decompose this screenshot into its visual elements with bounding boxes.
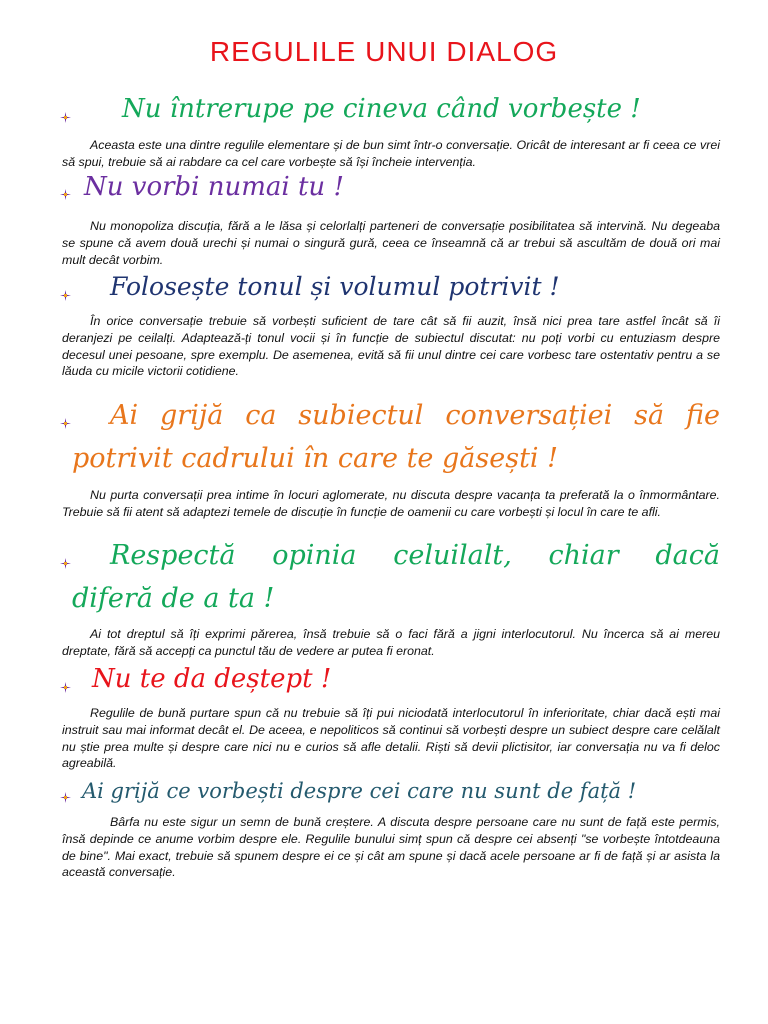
section-heading xyxy=(62,664,720,694)
section-heading-text: Nu te da deștept ! xyxy=(92,664,332,694)
section-heading-text: Folosește tonul și volumul potrivit ! xyxy=(110,272,560,301)
page-title: REGULILE UNUI DIALOG xyxy=(209,36,559,67)
section-heading xyxy=(62,540,720,614)
section-heading xyxy=(62,400,720,474)
section-heading-text: Nu întrerupe pe cineva când vorbește ! xyxy=(122,94,641,124)
section-heading-text: Ai grijă ce vorbești despre cei care nu sunt de față ! xyxy=(82,779,637,803)
bullet-icon xyxy=(60,418,71,429)
bullet-icon xyxy=(60,558,71,569)
bullet-icon xyxy=(60,290,71,301)
section-heading xyxy=(62,779,720,803)
section-heading-line1: Ai grijă ca subiectul conversației să fie xyxy=(110,400,720,431)
bullet-icon xyxy=(60,682,71,693)
section-body: Ai tot dreptul să îți exprimi părerea, însă trebuie să o faci fără a jigni interlocutorul. Nu încerca să ai mereu dreptate, fără să accepți ca punctul tău de vedere ar putea fi eronat. xyxy=(62,627,720,658)
section-heading-line1: Respectă opinia celuilalt, chiar dacă xyxy=(110,540,720,571)
section-heading xyxy=(62,94,720,124)
section-body: Regulile de bună purtare spun că nu trebuie să îți pui niciodată interlocutorul în inferioritate, chiar dacă ești mai instruit sau mai informat decât el. De aceea, e nepoliticos să continui să vorbești despre un subiect despre care celălalt nu știe prea multe și despre care nici nu e curios să afle detalii. Riști să devii plictisitor, iar conversația nu va fi deloc agreabilă. xyxy=(62,706,720,771)
bullet-icon xyxy=(60,112,71,123)
section-body: Nu purta conversații prea intime în locuri aglomerate, nu discuta despre vacanța ta preferată la o înmormântare. Trebuie să fii atent să adaptezi temele de discuție în funcție de oamenii cu care vorbești și locul în care te afli. xyxy=(62,488,720,519)
bullet-icon xyxy=(60,792,71,803)
section-body: În orice conversație trebuie să vorbești suficient de tare cât să fii auzit, însă nici prea tare astfel încât să îi deranjezi pe ceilalți. Adaptează-ți tonul vocii și în funcție de subiectul discutat: nu poți vorbi cu entuziasm despre decesul unei pesoane, spre exemplu. De asemenea, evită să fii unul dintre cei care vorbesc tare ostentativ pentru a se lăuda cu micile victorii cotidiene. xyxy=(62,314,720,379)
section-heading xyxy=(62,272,720,301)
section-heading-text: Nu vorbi numai tu ! xyxy=(84,172,344,202)
bullet-icon xyxy=(60,189,71,200)
section-body: Aceasta este una dintre regulile elementare și de bun simt într-o conversație. Oricât de interesant ar fi ceea ce vrei să spui, trebuie să ai rabdare ca cel care vorbește să își încheie intervenția. xyxy=(62,138,720,169)
section-heading xyxy=(62,172,720,202)
section-heading-line2: diferă de a ta ! xyxy=(72,583,275,614)
section-body: Bârfa nu este sigur un semn de bună creștere. A discuta despre persoane care nu sunt de față este permis, însă depinde ce anume vorbim despre ele. Regulile bunului simț spun că despre cei absenți "se vorbește întotdeauna de bine". Mai exact, trebuie să spunem despre ei ce și cât am spune și dacă acele persoane ar fi de față și ar asista la această conversație. xyxy=(62,815,720,880)
section-heading-line2: potrivit cadrului în care te găsești ! xyxy=(72,443,558,474)
section-body: Nu monopoliza discuția, fără a le lăsa și celorlalți parteneri de conversație posibilitatea să intervină. Nu degeaba se spune că avem două urechi și numai o singură gură, ceea ce înseamnă că ar trebui să ascultăm de două ori mai mult decât vorbim. xyxy=(62,219,720,267)
